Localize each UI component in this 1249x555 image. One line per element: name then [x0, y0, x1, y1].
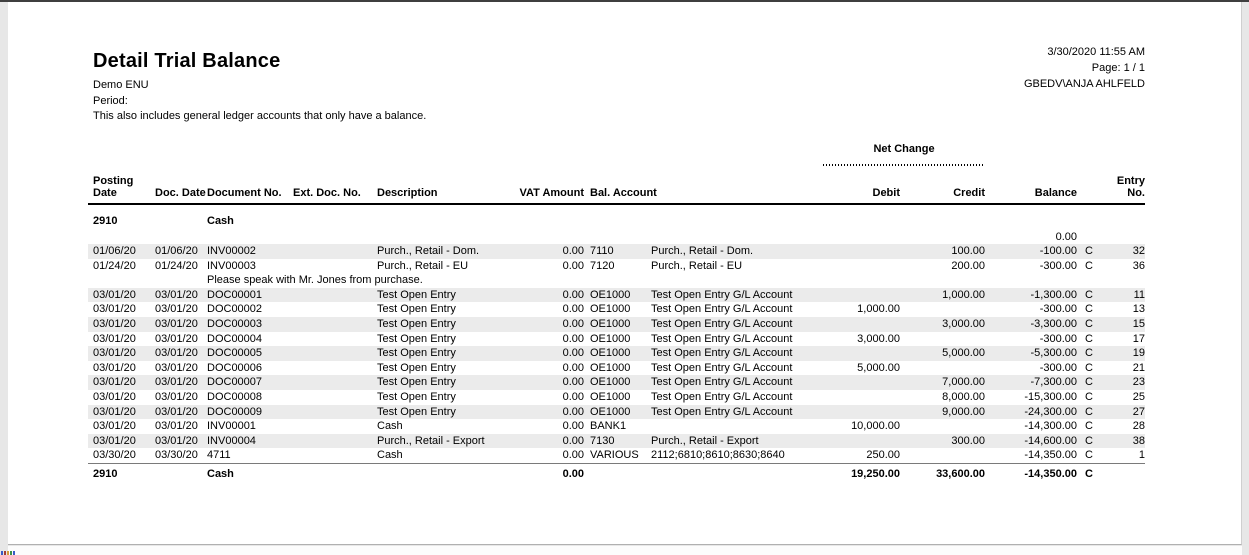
cell-entry-no: 15: [1132, 318, 1145, 331]
cell-document-no: INV00004: [207, 434, 256, 447]
col-credit: Credit: [953, 186, 985, 199]
company-name: Demo ENU: [93, 79, 149, 91]
cell-description: Test Open Entry: [377, 376, 456, 389]
cell-debit: [810, 434, 900, 449]
cell-bal-account-name: Test Open Entry G/L Account: [651, 347, 793, 360]
cell-vat-amount: 0.00: [562, 332, 584, 345]
cell-description: Test Open Entry: [377, 391, 456, 404]
cell-doc-date: 03/01/20: [155, 405, 198, 418]
cell-bal-account: OE1000: [590, 347, 631, 360]
cell-credit: 5,000.00: [942, 347, 985, 360]
cell-entry-no: 21: [1132, 361, 1145, 374]
cell-ext-doc-no: [290, 332, 374, 347]
cell-debit: 250.00: [866, 449, 900, 462]
cell-balance: -24,300.00: [1024, 405, 1077, 418]
cell-doc-date: 03/01/20: [155, 434, 198, 447]
cell-bal-account: OE1000: [590, 303, 631, 316]
cell-ext-doc-no: [290, 230, 374, 245]
cell-bal-account-name: Test Open Entry G/L Account: [651, 288, 793, 301]
cell-balance: -14,600.00: [1024, 434, 1077, 447]
cell-debit: [810, 390, 900, 405]
cell-c: C: [1085, 347, 1093, 360]
cell-balance: -14,350.00: [1024, 449, 1077, 462]
cell-debit: [810, 317, 900, 332]
table-row: [88, 302, 1145, 317]
cell-posting-date: 01/06/20: [93, 245, 136, 258]
cell-vat-amount: 0.00: [562, 288, 584, 301]
cell-bal-account: OE1000: [590, 391, 631, 404]
cell-balance: -15,300.00: [1024, 391, 1077, 404]
col-posting-date: Posting Date: [93, 174, 134, 199]
cell-vat-amount: [514, 230, 584, 245]
cell-balance: -300.00: [1039, 259, 1077, 272]
cell-posting-date: 03/01/20: [93, 303, 136, 316]
report-content: [88, 2, 1145, 481]
cell-bal-account-name: Test Open Entry G/L Account: [651, 391, 793, 404]
cell-doc-date: 03/01/20: [155, 420, 198, 433]
cell-credit: 300.00: [951, 434, 985, 447]
cell-bal-account-name: Purch., Retail - Export: [651, 434, 759, 447]
cell-credit: 3,000.00: [942, 318, 985, 331]
total-balance: -14,350.00: [1024, 468, 1077, 480]
cell-credit: [900, 361, 985, 376]
cell-bal-account: 7130: [590, 434, 615, 447]
cell-posting-date: 03/01/20: [93, 391, 136, 404]
cell-debit: [810, 230, 900, 245]
cell-posting-date: 03/01/20: [93, 405, 136, 418]
cell-debit: [810, 244, 900, 259]
cell-description: Purch., Retail - EU: [377, 259, 469, 272]
cell-posting-date: 03/01/20: [93, 332, 136, 345]
cell-posting-date: 03/30/20: [93, 449, 136, 462]
cell-bal-account: OE1000: [590, 288, 631, 301]
cell-document-no: DOC00001: [207, 288, 263, 301]
cell-entry-no: 28: [1132, 420, 1145, 433]
period-label: Period:: [93, 94, 128, 107]
report-header: [88, 2, 1145, 125]
cell-document-no: DOC00003: [207, 318, 263, 331]
group-header-row: [88, 205, 1145, 230]
page-title: Detail Trial Balance: [93, 50, 281, 72]
cell-document-no: DOC00009: [207, 405, 263, 418]
cell-balance: -14,300.00: [1024, 420, 1077, 433]
cell-bal-account-name: 2112;6810;8610;8630;8640: [651, 449, 785, 462]
cell-balance: -100.00: [1039, 245, 1077, 258]
cell-doc-date: 01/06/20: [155, 245, 198, 258]
report-note: This also includes general ledger accounts that only have a balance.: [93, 110, 427, 122]
group-account-no: 2910: [93, 214, 118, 227]
cell-description: Purch., Retail - Export: [377, 434, 485, 447]
cell-c: C: [1085, 303, 1093, 316]
cell-document-no: DOC00004: [207, 332, 263, 345]
cell-doc-date: 03/01/20: [155, 332, 198, 345]
cell-credit: [900, 419, 985, 434]
cell-ext-doc-no: [290, 288, 374, 303]
table-row: [88, 405, 1145, 420]
cell-posting-date: 03/01/20: [93, 318, 136, 331]
cell-entry-no: 23: [1132, 376, 1145, 389]
cell-ext-doc-no: [290, 302, 374, 317]
cell-bal-account-name: Test Open Entry G/L Account: [651, 318, 793, 331]
net-change-dotted-rule: [823, 164, 985, 166]
cell-c: C: [1085, 259, 1093, 272]
cell-c: C: [1085, 449, 1093, 462]
cell-entry-no: 19: [1132, 347, 1145, 360]
cell-entry-no: 1: [1138, 449, 1145, 462]
table-row: [88, 448, 1145, 463]
cell-doc-date: 03/30/20: [155, 449, 198, 462]
cell-vat-amount: 0.00: [562, 405, 584, 418]
cell-description: Test Open Entry: [377, 405, 456, 418]
table-row: [88, 244, 1145, 259]
total-debit: 19,250.00: [851, 468, 900, 480]
cell-description: Cash: [377, 420, 403, 433]
cell-bal-account: OE1000: [590, 361, 631, 374]
cell-bal-account-name: [648, 230, 810, 245]
cell-debit: [810, 375, 900, 390]
cell-c: C: [1085, 245, 1093, 258]
cell-document-no: DOC00006: [207, 361, 263, 374]
cell-balance: -1,300.00: [1030, 288, 1077, 301]
cell-bal-account: VARIOUS: [590, 449, 639, 462]
table-row: [88, 390, 1145, 405]
cell-credit: 9,000.00: [942, 405, 985, 418]
cell-balance: -300.00: [1039, 361, 1077, 374]
cell-vat-amount: 0.00: [562, 347, 584, 360]
cell-document-no: INV00001: [207, 420, 256, 433]
cell-debit: 1,000.00: [857, 303, 900, 316]
cell-credit: 100.00: [951, 245, 985, 258]
cell-debit: [810, 346, 900, 361]
cell-credit: 1,000.00: [942, 288, 985, 301]
cell-c: C: [1085, 332, 1093, 345]
col-ext-doc-no: Ext. Doc. No.: [293, 186, 361, 199]
cell-vat-amount: 0.00: [562, 303, 584, 316]
cell-ext-doc-no: [290, 259, 374, 274]
col-entry-no: Entry No.: [1116, 174, 1145, 199]
cell-posting-date: 03/01/20: [93, 288, 136, 301]
cell-ext-doc-no: [290, 317, 374, 332]
cell-bal-account-name: Test Open Entry G/L Account: [651, 376, 793, 389]
cell-ext-doc-no: [290, 405, 374, 420]
cell-bal-account: [584, 230, 648, 245]
table-row: [88, 375, 1145, 390]
cell-bal-account: OE1000: [590, 376, 631, 389]
cell-posting-date: 03/01/20: [93, 376, 136, 389]
cell-entry-no: 38: [1132, 434, 1145, 447]
cell-doc-date: 03/01/20: [155, 376, 198, 389]
cell-description: Test Open Entry: [377, 288, 456, 301]
cell-ext-doc-no: [290, 448, 374, 463]
comment-text: Please speak with Mr. Jones from purchase.: [207, 274, 423, 287]
cell-entry-no: 32: [1132, 245, 1145, 258]
cell-description: Cash: [377, 449, 403, 462]
cell-entry-no: 11: [1133, 288, 1145, 301]
cell-document-no: DOC00005: [207, 347, 263, 360]
cell-c: C: [1085, 288, 1093, 301]
cell-description: Purch., Retail - Dom.: [377, 245, 480, 258]
cell-ext-doc-no: [290, 244, 374, 259]
cell-posting-date: 03/01/20: [93, 434, 136, 447]
cell-entry-no: [1099, 230, 1145, 245]
cell-credit: [900, 302, 985, 317]
cell-entry-no: 27: [1132, 405, 1145, 418]
cell-vat-amount: 0.00: [562, 259, 584, 272]
cell-credit: [900, 448, 985, 463]
total-balance-flag: C: [1085, 468, 1093, 480]
cell-vat-amount: 0.00: [562, 318, 584, 331]
col-bal-account: Bal. Account: [590, 186, 657, 199]
total-credit: 33,600.00: [936, 468, 985, 480]
cell-debit: [810, 259, 900, 274]
cell-debit: 3,000.00: [857, 332, 900, 345]
cell-description: Test Open Entry: [377, 361, 456, 374]
cell-ext-doc-no: [290, 390, 374, 405]
cell-doc-date: 03/01/20: [155, 318, 198, 331]
cell-vat-amount: 0.00: [562, 361, 584, 374]
cell-document-no: DOC00007: [207, 376, 263, 389]
cell-entry-no: 25: [1132, 391, 1145, 404]
cell-bal-account-name: Test Open Entry G/L Account: [651, 303, 793, 316]
table-row: [88, 434, 1145, 449]
column-header-row: [88, 175, 1145, 205]
cell-c: C: [1085, 405, 1093, 418]
report-header-right: [1024, 44, 1145, 92]
cell-bal-account-name: Test Open Entry G/L Account: [651, 332, 793, 345]
cell-balance: -5,300.00: [1030, 347, 1077, 360]
table-row: [88, 346, 1145, 361]
cell-entry-no: 36: [1132, 259, 1145, 272]
cell-vat-amount: 0.00: [562, 391, 584, 404]
cell-doc-date: 03/01/20: [155, 347, 198, 360]
cell-bal-account: OE1000: [590, 405, 631, 418]
cell-bal-account: 7110: [590, 245, 614, 258]
cell-ext-doc-no: [290, 434, 374, 449]
cell-document-no: INV00002: [207, 245, 256, 258]
cell-c: C: [1085, 420, 1093, 433]
cell-bal-account-name: Purch., Retail - EU: [651, 259, 743, 272]
table-rows: [88, 230, 1145, 464]
sliver-square: [10, 551, 12, 555]
cell-posting-date: 03/01/20: [93, 361, 136, 374]
cell-bal-account: BANK1: [590, 420, 627, 433]
totals-row: [88, 463, 1145, 481]
cell-posting-date: [88, 230, 152, 245]
user-name: GBEDV\ANJA AHLFELD: [1023, 78, 1145, 90]
cell-c: C: [1085, 434, 1093, 447]
comment-row: [88, 273, 1145, 288]
table-row: [88, 361, 1145, 376]
cell-doc-date: [152, 230, 204, 245]
cell-vat-amount: 0.00: [562, 245, 584, 258]
cell-document-no: 4711: [207, 449, 231, 462]
cell-doc-date: 03/01/20: [155, 361, 198, 374]
cell-balance: -300.00: [1039, 332, 1077, 345]
cell-ext-doc-no: [290, 361, 374, 376]
cell-bal-account-name: [648, 419, 810, 434]
cell-balance: -7,300.00: [1030, 376, 1077, 389]
cell-doc-date: 03/01/20: [155, 391, 198, 404]
cell-c: [1077, 230, 1099, 245]
cell-c: C: [1085, 361, 1093, 374]
cell-credit: 8,000.00: [942, 391, 985, 404]
cell-credit: [900, 230, 985, 245]
col-doc-date: Doc. Date: [155, 186, 206, 199]
cell-document-no: INV00003: [207, 259, 256, 272]
cell-description: [374, 230, 514, 245]
cell-posting-date: 01/24/20: [93, 259, 136, 272]
total-account-no: 2910: [93, 468, 118, 480]
total-vat-amount: 0.00: [562, 468, 584, 480]
group-account-name: Cash: [207, 214, 234, 227]
cell-document-no: [204, 230, 290, 245]
trial-balance-table: [88, 143, 1145, 482]
cell-entry-no: 17: [1132, 332, 1145, 345]
cell-debit: [810, 288, 900, 303]
col-vat-amount: VAT Amount: [519, 186, 584, 199]
report-datetime: 3/30/2020 11:55 AM: [1047, 46, 1145, 58]
cell-bal-account-name: Test Open Entry G/L Account: [651, 405, 793, 418]
table-row: [88, 317, 1145, 332]
cell-ext-doc-no: [290, 375, 374, 390]
sliver-square: [4, 551, 6, 555]
cell-debit: [810, 405, 900, 420]
cell-description: Test Open Entry: [377, 347, 456, 360]
cell-balance: 0.00: [1055, 230, 1077, 243]
cell-entry-no: 13: [1132, 303, 1145, 316]
table-row: [88, 419, 1145, 434]
total-account-name: Cash: [207, 468, 234, 480]
cell-vat-amount: 0.00: [562, 449, 584, 462]
cell-bal-account: OE1000: [590, 332, 631, 345]
cell-doc-date: 03/01/20: [155, 303, 198, 316]
col-description: Description: [377, 186, 438, 199]
net-change-group-header: [88, 143, 1145, 169]
cell-vat-amount: 0.00: [562, 434, 584, 447]
taskbar-icons-sliver: [1, 551, 15, 555]
cell-description: Test Open Entry: [377, 303, 456, 316]
cell-description: Test Open Entry: [377, 318, 456, 331]
col-debit: Debit: [872, 186, 900, 199]
cell-doc-date: 03/01/20: [155, 288, 198, 301]
table-row: [88, 288, 1145, 303]
cell-debit: 5,000.00: [857, 361, 900, 374]
net-change-label: Net Change: [873, 142, 935, 155]
cell-c: C: [1085, 391, 1093, 404]
col-document-no: Document No.: [207, 186, 282, 199]
cell-balance: -3,300.00: [1030, 318, 1077, 331]
cell-bal-account: 7120: [590, 259, 615, 272]
cell-bal-account-name: Test Open Entry G/L Account: [651, 361, 793, 374]
cell-c: C: [1085, 376, 1093, 389]
sliver-square: [7, 551, 9, 555]
cell-vat-amount: 0.00: [562, 376, 584, 389]
report-page: [8, 2, 1242, 545]
cell-description: Test Open Entry: [377, 332, 456, 345]
below-page-strip: [8, 546, 1242, 555]
page-number: Page: 1 / 1: [1091, 62, 1145, 74]
cell-credit: [900, 332, 985, 347]
cell-posting-date: 03/01/20: [93, 420, 136, 433]
cell-ext-doc-no: [290, 346, 374, 361]
cell-ext-doc-no: [290, 419, 374, 434]
cell-debit: 10,000.00: [851, 420, 900, 433]
sliver-square: [1, 551, 3, 555]
cell-vat-amount: 0.00: [562, 420, 584, 433]
cell-document-no: DOC00002: [207, 303, 263, 316]
table-row: [88, 332, 1145, 347]
cell-posting-date: 03/01/20: [93, 347, 136, 360]
table-row: [88, 259, 1145, 274]
cell-doc-date: 01/24/20: [155, 259, 198, 272]
cell-c: C: [1085, 318, 1093, 331]
cell-credit: 200.00: [951, 259, 985, 272]
cell-bal-account: OE1000: [590, 318, 631, 331]
table-row: [88, 230, 1145, 245]
cell-document-no: DOC00008: [207, 391, 263, 404]
sliver-square: [13, 551, 15, 555]
cell-credit: 7,000.00: [942, 376, 985, 389]
cell-balance: -300.00: [1039, 303, 1077, 316]
col-balance: Balance: [1034, 186, 1077, 199]
cell-bal-account-name: Purch., Retail - Dom.: [651, 245, 754, 258]
